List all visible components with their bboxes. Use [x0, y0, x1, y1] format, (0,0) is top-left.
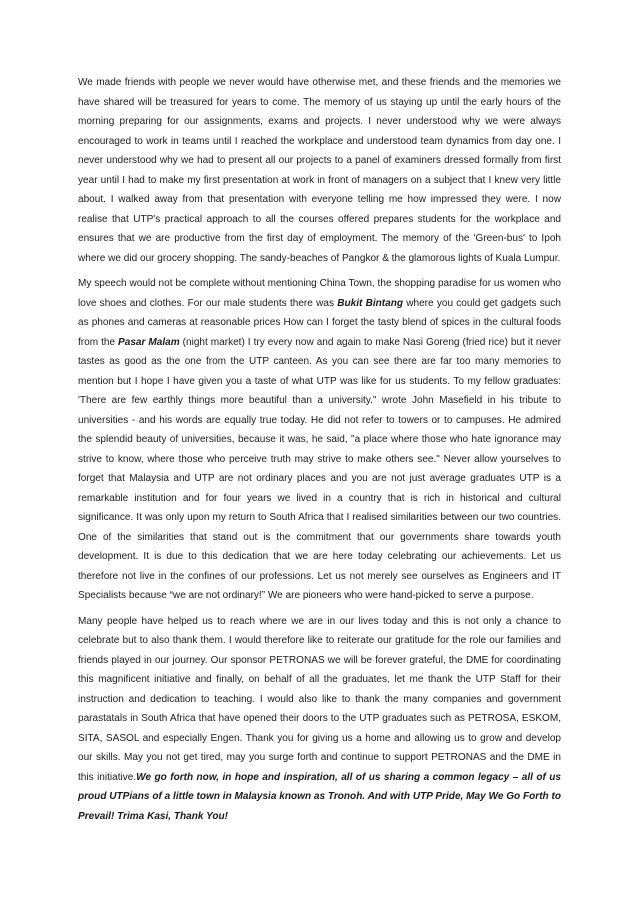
paragraph-1: [78, 73, 561, 268]
paragraph-text: My speech would not be complete without mentioning China Town, the shopping paradise for us women who love shoes and clothes. For our male students there was: [78, 278, 561, 309]
paragraph-text: Many people have helped us to reach where we are in our lives today and this is not only a chance to celebrate but to also thank them. I would therefore like to reiterate our gratitude for the role our families and friends played in our journey. Our sponsor PETRONAS we will be forever grateful, the DME for coordinating this magnificent initiative and finally, on behalf of all the graduates, let me thank the UTP Staff for their instruction and dedication to teaching. I would also like to thank the many companies and government parastatals in South Africa that have opened their doors to the UTP graduates such as PETROSA, ESKOM, SITA, SASOL and especially Engen. Thank you for giving us a home and allowing us to grow and develop our skills. May you not get tired, may you surge forth and continue to support PETRONAS and the DME in this initiative.: [78, 615, 561, 783]
paragraph-3: [78, 612, 561, 827]
emphasis-pasar-malam: Pasar Malam: [118, 336, 180, 348]
document-body: [78, 73, 561, 832]
emphasis-bukit-bintang: Bukit Bintang: [337, 297, 403, 309]
paragraph-text: where you could get gadgets such as phones and cameras at reasonable prices How can I forget the tasty blend of spices in the cultural foods from the: [78, 297, 561, 348]
paragraph-text: (night market) I try every now and again to make Nasi Goreng (fried rice) but it never tastes as good as the one from the UTP canteen. As you can see there are far too many memories to mention but I hope I have given you a taste of what UTP was like for us students. To my fellow graduates: 'There are few earthly things more beautiful than a university." wrote John Masefield in his tribute to universities - and his words are equally true today. He did not refer to towers or to campuses. He admired the splendid beauty of universities, because it was, he said, "a place where those who hate ignorance may strive to know, where those who perceive truth may strive to make others see." Never allow yourselves to forget that Malaysia and UTP are not ordinary places and you are not just average graduates UTP is a remarkable institution and for four years we lived in a country that is rich in historical and cultural significance. It was only upon my return to South Africa that I realised similarities between our two countries. One of the similarities that stand out is the commitment that our governments share towards youth development. It is due to this dedication that we are here today celebrating our achievements. Let us therefore not live in the confines of our professions. Let us not merely see ourselves as Engineers and IT Specialists because “we are not ordinary!” We are pioneers who were hand-picked to serve a purpose.: [78, 336, 561, 601]
closing-statement: We go forth now, in hope and inspiration, all of us sharing a common legacy – all of us proud UTPians of a little town in Malaysia known as Tronoh. And with UTP Pride, May We Go Forth to Prevail! Trima Kasi, Thank You!: [78, 771, 561, 822]
paragraph-2: [78, 274, 561, 606]
paragraph-text: We made friends with people we never would have otherwise met, and these friends and the memories we have shared will be treasured for years to come. The memory of us staying up until the early hours of the morning preparing for our assignments, exams and projects. I never understood why we were always encouraged to work in teams until I reached the workplace and understood team dynamics from day one. I never understood why we had to present all our projects to a panel of examiners dressed formally from first year until I had to make my first presentation at work in front of managers on a subject that I knew very little about. I walked away from that presentation with everyone telling me how impressed they were. I now realise that UTP's practical approach to all the courses offered prepares students for the workplace and ensures that we are productive from the first day of employment. The memory of the 'Green-bus' to Ipoh where we did our grocery shopping. The sandy-beaches of Pangkor & the glamorous lights of Kuala Lumpur.: [78, 77, 561, 264]
